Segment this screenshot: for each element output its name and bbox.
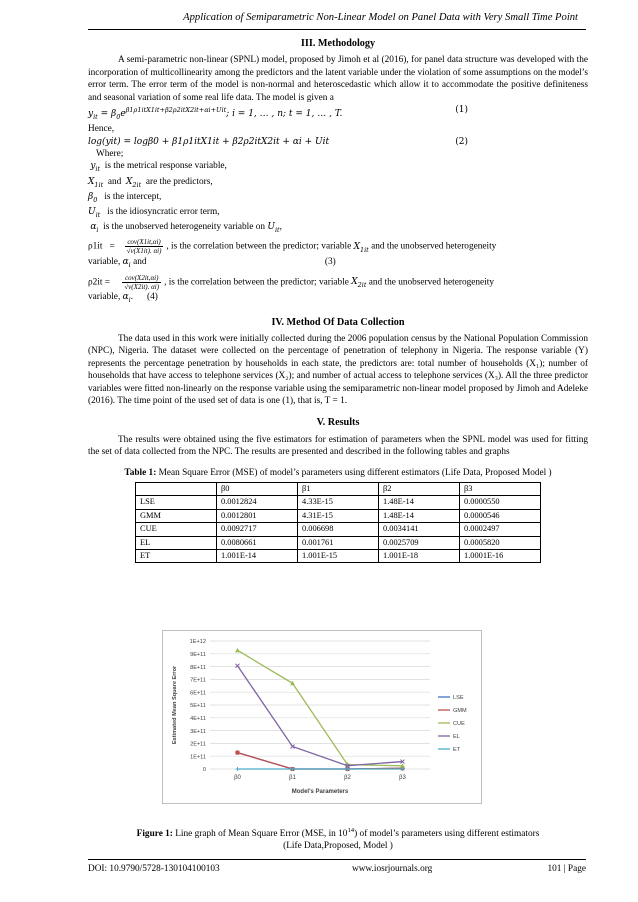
- equation-2: [88, 136, 588, 148]
- table1-caption: Table 1: Mean Square Error (MSE) of model’s parameters using different estimators (Life Data, Proposed Model ): [124, 467, 552, 478]
- eq2-body: log(yit) = logβ0 + β1ρ1itX1it + β2ρ2itX2it + αi + Uit: [88, 136, 330, 147]
- y-axis-title: Estimated Mean Square Error: [172, 665, 178, 745]
- table-header-cell: β3: [460, 483, 541, 496]
- eq4-number: (4): [147, 292, 158, 303]
- table-header-row: [136, 483, 541, 496]
- footer-doi: DOI: 10.9790/5728-130104100103: [88, 864, 220, 874]
- table-cell: 0.006698: [298, 523, 379, 536]
- definition-x: $X_{1it}$ and $X_{2it}$ are the predictors,: [88, 176, 213, 189]
- table-cell: 4.33E-15: [298, 496, 379, 509]
- footer-website[interactable]: www.iosrjournals.org: [352, 864, 433, 874]
- y-tick-label: 2E+11: [190, 741, 206, 748]
- table-cell: ET: [136, 550, 217, 563]
- table-cell: 0.0012801: [217, 509, 298, 522]
- methodology-paragraph: A semi-parametric non-linear (SPNL) model, proposed by Jimoh et al (2016), for panel data structure was developed with the incorporation of multicollinearity among the predictors and the latent variable under the violation of some assumptions on the model’s error term. The error term of the model is non-normal and heteroscedastic which allow it to accommodate the positive definiteness and seasonal variation of some real life data. The model is given a: [88, 55, 588, 103]
- figure1-caption: Figure 1: Line graph of Mean Square Error (MSE, in $10^{14}$) of model’s parameters using different estimators (Life Data,Proposed, Model ): [136, 827, 540, 852]
- table-header-cell: [136, 483, 217, 496]
- chart-frame: [163, 631, 482, 804]
- table-row: [136, 550, 541, 563]
- header-rule: [88, 29, 586, 30]
- table-row: [136, 536, 541, 549]
- definition-beta0: $\beta_0$ is the intercept,: [88, 191, 162, 204]
- table-cell: EL: [136, 536, 217, 549]
- table-row: [136, 509, 541, 522]
- where-text: Where;: [96, 149, 124, 160]
- mse-table: [135, 482, 541, 563]
- table-cell: 0.0005820: [460, 536, 541, 549]
- results-paragraph: The results were obtained using the five estimators for estimation of parameters when the SPNL model was used for fitting the set of data collected from the NPC. The results are presented and described in the following tables and graphs: [88, 434, 588, 458]
- footer-rule: [88, 859, 586, 860]
- table-cell: 0.0034141: [379, 523, 460, 536]
- eq1-exp: β1ρ1itX1it+β2ρ2itX2it+αi+Uit: [125, 106, 227, 115]
- running-title: Application of Semiparametric Non-Linear Model on Panel Data with Very Small Time Point: [183, 12, 578, 23]
- rho2-fraction: $\frac{\text{cov(X2it,αi)}}{√v(X2it). \alpha i)}$: [124, 273, 160, 291]
- table-header-cell: β1: [298, 483, 379, 496]
- x-tick-label: β0: [234, 775, 241, 781]
- x-axis-title: Model's Parameters: [291, 789, 349, 795]
- mse-line-chart: [162, 630, 482, 804]
- rho1-continuation: variable, $\alpha_i$ and (3): [88, 257, 336, 270]
- table-cell: 0.0000546: [460, 509, 541, 522]
- eq1-number: (1): [455, 105, 468, 116]
- y-tick-label: 9E+11: [190, 652, 206, 658]
- rho1-fraction: $\frac{\text{cov(X1it,αi)}}{√v(X1it). \alpha i)}$: [126, 238, 162, 256]
- definition-y: $y_{it}$ is the metrical response variable,: [90, 161, 227, 174]
- y-tick-label: 6E+11: [190, 690, 206, 697]
- main-content: [88, 38, 588, 563]
- data-collection-paragraph: The data used in this work were initially collected during the 2006 population census by the National Population Commission (NPC), Nigeria. The dataset were collected on the percentage of penetration of telephony in Nigeria. The response variable (Y) represents the percentage penetration by households in each state, the predictors are: total number of households (X₁); number of households that have access to telephone services (X₂); and number of actual access to telephone services (X₃). All the three predictor variables were fitted non-linearly on the response variable using the semiparametric non-linear model proposed by Jimoh and Adeleke (2016). The time point of the used set of data is one (1), that is, T = 1.: [88, 333, 588, 406]
- legend-label: GMM: [453, 708, 467, 714]
- eq2-number: (2): [455, 136, 468, 147]
- table-cell: 0.0000550: [460, 496, 541, 509]
- eq1-mid: = β: [97, 109, 117, 120]
- table-row: [136, 523, 541, 536]
- chart-svg: [162, 630, 482, 804]
- y-tick-label: 3E+11: [190, 728, 206, 735]
- footer-page-number: 101 | Page: [547, 864, 586, 874]
- table-cell: GMM: [136, 509, 217, 522]
- x-tick-label: β2: [344, 775, 351, 781]
- table-cell: 0.001761: [298, 536, 379, 549]
- methodology-heading: III. Methodology: [300, 38, 376, 49]
- results-heading: V. Results: [316, 417, 360, 429]
- table-cell: CUE: [136, 523, 217, 536]
- legend-label: EL: [453, 734, 460, 740]
- table-cell: 4.31E-15: [298, 509, 379, 522]
- x-tick-label: β3: [399, 775, 406, 781]
- table-cell: 1.001E-14: [217, 550, 298, 563]
- legend-label: LSE: [453, 695, 464, 701]
- table-header-cell: β2: [379, 483, 460, 496]
- rho1-definition: ρ1it = $\frac{\text{cov(X1it,αi)}}{√v(X1it). \alpha i)}$ , is the correlation between the predictor; variable $X_{1it}$ and the unobserved heterogeneity: [88, 238, 497, 256]
- y-tick-label: 7E+11: [190, 677, 206, 684]
- table-cell: 1.48E-14: [379, 496, 460, 509]
- table-cell: 0.0025709: [379, 536, 460, 549]
- table-cell: 1.48E-14: [379, 509, 460, 522]
- table-header-cell: β0: [217, 483, 298, 496]
- table-cell: 0.0080661: [217, 536, 298, 549]
- eq1-lhs: y: [88, 109, 94, 120]
- eq1-sub: it: [93, 112, 98, 121]
- y-tick-label: 4E+11: [190, 716, 206, 722]
- y-tick-label: 0: [202, 767, 206, 774]
- y-tick-label: 1E+11: [190, 754, 206, 761]
- eq3-number: (3): [324, 257, 336, 268]
- y-tick-label: 5E+11: [190, 703, 206, 710]
- table-cell: 1.001E-15: [298, 550, 379, 563]
- equation-1: $y_{it} = \beta_0e^{\beta 1\rho 1itX1it+\beta 2\rho 2itX2it+\alpha i+Uit}$; i = 1, … , n; t = 1, … , T. (1): [88, 105, 468, 121]
- rho2-continuation: variable, $\alpha_i$. (4): [88, 292, 158, 305]
- eq1-tail: ; i = 1, … , n; t = 1, … , T.: [226, 109, 343, 120]
- x-tick-label: β1: [289, 775, 296, 781]
- legend-label: ET: [453, 747, 461, 753]
- data-point: [236, 751, 240, 755]
- definition-alpha: $\alpha_i$ is the unobserved heterogeneity variable on $U_{it}$,: [90, 222, 282, 235]
- table-cell: 1.001E-18: [379, 550, 460, 563]
- definition-u: $U_{it}$ is the idiosyncratic error term,: [88, 207, 220, 219]
- y-tick-label: 1E+12: [189, 639, 206, 646]
- legend-label: CUE: [453, 721, 465, 727]
- table-cell: 0.0002497: [460, 523, 541, 536]
- y-tick-label: 8E+11: [190, 664, 206, 671]
- data-collection-heading: IV. Method Of Data Collection: [271, 316, 405, 328]
- table-cell: 1.0001E-16: [460, 550, 541, 563]
- rho2-definition: ρ2it = $\frac{\text{cov(X2it,αi)}}{√v(X2it). \alpha i)}$ , is the correlation between the predictor; variable $X_{2it}$ and the unobserved heterogeneity: [88, 273, 494, 291]
- table-row: [136, 496, 541, 509]
- hence-text: Hence,: [88, 124, 115, 135]
- table-cell: LSE: [136, 496, 217, 509]
- table-cell: 0.0092717: [217, 523, 298, 536]
- table-cell: 0.0012824: [217, 496, 298, 509]
